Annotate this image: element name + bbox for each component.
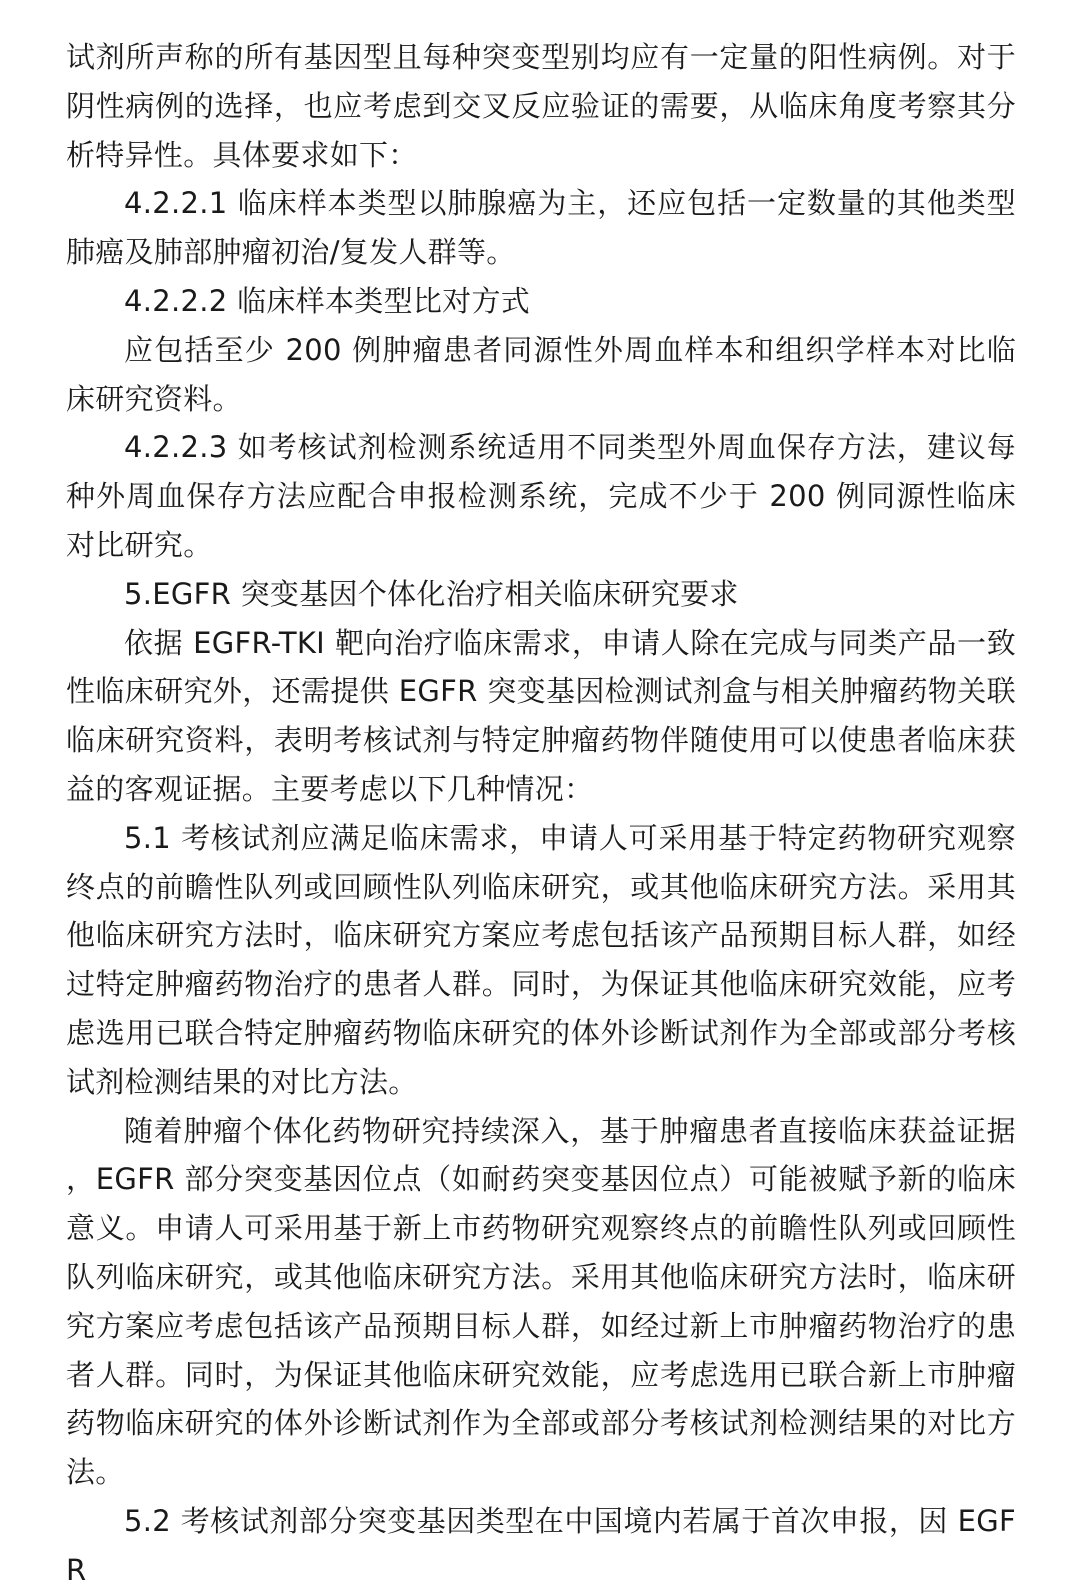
paragraph-intro-continued: 试剂所声称的所有基因型且每种突变型别均应有一定量的阳性病例。对于阴性病例的选择，也应考虑到交叉反应验证的需要，从临床角度考察其分析特异性。具体要求如下： — [66, 40, 1016, 172]
paragraph-section-5-intro: 依据 EGFR-TKI 靶向治疗临床需求，申请人除在完成与同类产品一致性临床研究外，还需提供 EGFR 突变基因检测试剂盒与相关肿瘤药物关联临床研究资料，表明考核试剂与特定肿瘤药物伴随使用可以使患者临床获益的客观证据。主要考虑以下几种情况： — [66, 625, 1016, 806]
paragraph-4-2-2-2-body: 应包括至少 200 例肿瘤患者同源性外周血样本和组织学样本对比临床研究资料。 — [66, 332, 1016, 416]
paragraph-5-1: 5.1 考核试剂应满足临床需求，申请人可采用基于特定药物研究观察终点的前瞻性队列或回顾性队列临床研究，或其他临床研究方法。采用其他临床研究方法时，临床研究方案应考虑包括该产品预期目标人群，如经过特定肿瘤药物治疗的患者人群。同时，为保证其他临床研究效能，应考虑选用已联合特定肿瘤药物临床研究的体外诊断试剂作为全部或部分考核试剂检测结果的对比方法。 — [66, 820, 1016, 1099]
paragraph-4-2-2-1: 4.2.2.1 临床样本类型以肺腺癌为主，还应包括一定数量的其他类型肺癌及肺部肿瘤初治/复发人群等。 — [66, 186, 1016, 270]
document-body — [66, 33, 1016, 1595]
paragraph-4-2-2-3: 4.2.2.3 如考核试剂检测系统适用不同类型外周血保存方法，建议每种外周血保存方法应配合申报检测系统，完成不少于 200 例同源性临床对比研究。 — [66, 430, 1016, 562]
heading-4-2-2-2: 4.2.2.2 临床样本类型比对方式 — [124, 283, 531, 318]
paragraph-5-1-continued: 随着肿瘤个体化药物研究持续深入，基于肿瘤患者直接临床获益证据，EGFR 部分突变基因位点（如耐药突变基因位点）可能被赋予新的临床意义。申请人可采用基于新上市药物研究观察终点的前瞻性队列或回顾性队列临床研究，或其他临床研究方法。采用其他临床研究方法时，临床研究方案应考虑包括该产品预期目标人群，如经过新上市肿瘤药物治疗的患者人群。同时，为保证其他临床研究效能，应考虑选用已联合新上市肿瘤药物临床研究的体外诊断试剂作为全部或部分考核试剂检测结果的对比方法。 — [66, 1113, 1016, 1490]
paragraph-5-2: 5.2 考核试剂部分突变基因类型在中国境内若属于首次申报，因 EGFR — [66, 1503, 1016, 1587]
heading-section-5: 5.EGFR 突变基因个体化治疗相关临床研究要求 — [124, 576, 739, 611]
